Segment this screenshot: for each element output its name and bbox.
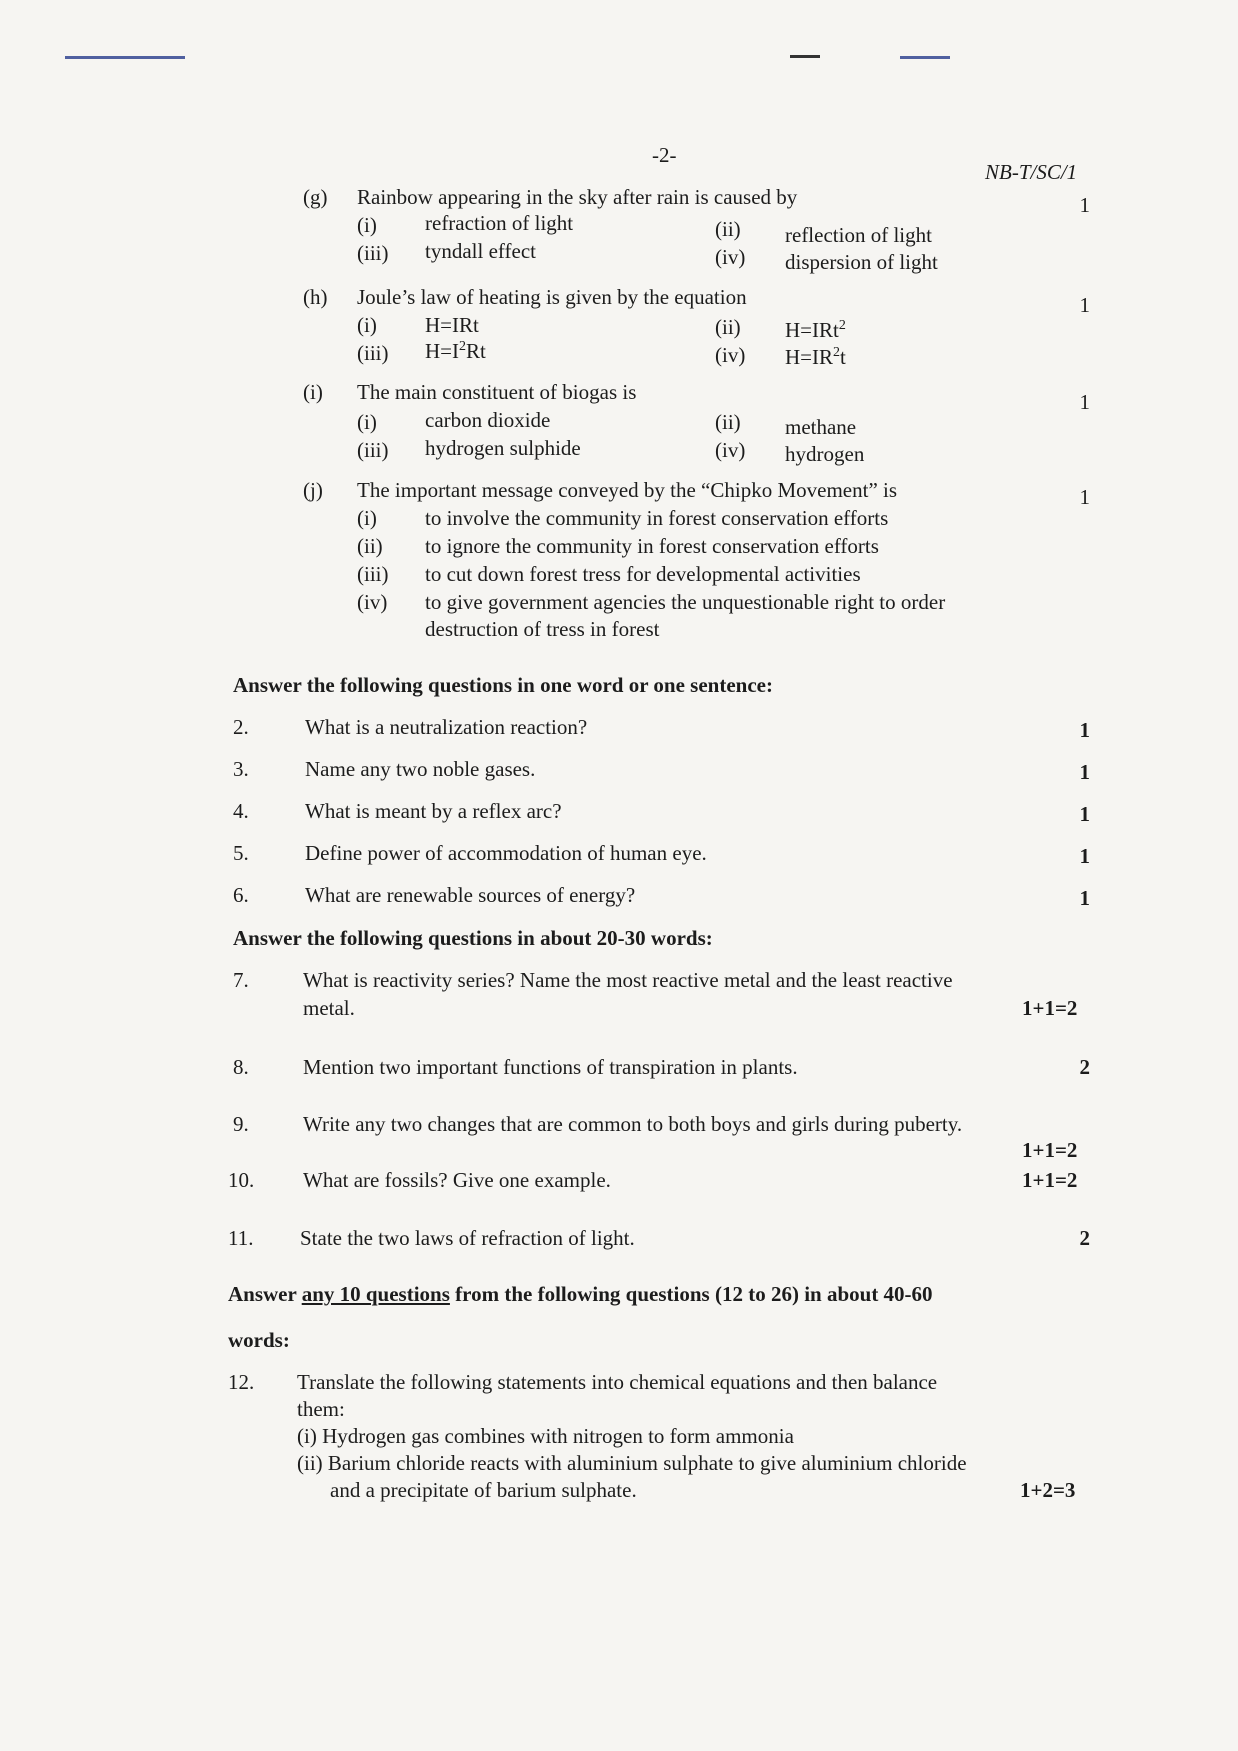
option-text: dispersion of light bbox=[785, 250, 938, 274]
option-number: (ii) bbox=[715, 315, 741, 339]
question-text: What is a neutralization reaction? bbox=[305, 715, 588, 739]
question-text: What are fossils? Give one example. bbox=[303, 1168, 611, 1192]
question-label: (h) bbox=[303, 285, 328, 309]
marks: 1 bbox=[1079, 760, 1090, 784]
section-heading: Answer the following questions in about 20-30 words: bbox=[233, 926, 713, 950]
option-number: (ii) bbox=[715, 410, 741, 434]
question-text: Joule’s law of heating is given by the equation bbox=[357, 285, 747, 309]
question-number: 9. bbox=[233, 1112, 249, 1136]
option-text: reflection of light bbox=[785, 223, 932, 247]
question-number: 2. bbox=[233, 715, 249, 739]
marks: 1+2=3 bbox=[1020, 1478, 1076, 1502]
question-label: (j) bbox=[303, 478, 323, 502]
question-label: (i) bbox=[303, 380, 323, 404]
option-number: (iv) bbox=[715, 245, 746, 269]
marks: 1+1=2 bbox=[1022, 1138, 1078, 1162]
question-number: 3. bbox=[233, 757, 249, 781]
option-number: (i) bbox=[357, 313, 377, 337]
option-number: (iii) bbox=[357, 438, 389, 462]
option-text: carbon dioxide bbox=[425, 408, 551, 432]
option-text: hydrogen bbox=[785, 442, 865, 466]
question-text: What is reactivity series? Name the most reactive metal and the least reactive bbox=[303, 968, 953, 992]
option-text: $H=I^2Rt$ bbox=[425, 339, 486, 363]
option-number: (iv) bbox=[357, 590, 388, 614]
option-number: (i) bbox=[357, 213, 377, 237]
option-number: (ii) bbox=[357, 534, 383, 558]
question-text: Translate the following statements into chemical equations and then balance bbox=[297, 1370, 938, 1394]
marks: 1+1=2 bbox=[1022, 996, 1078, 1020]
question-text: Write any two changes that are common to both boys and girls during puberty. bbox=[303, 1112, 963, 1136]
option-number: (iii) bbox=[357, 341, 389, 365]
option-text: hydrogen sulphide bbox=[425, 436, 581, 460]
marks: 1 bbox=[1079, 293, 1090, 317]
question-label: (g) bbox=[303, 185, 328, 209]
question-number: 10. bbox=[228, 1168, 255, 1192]
section-heading: Answer any 10 questions from the following questions (12 to 26) in about 40-60 bbox=[228, 1282, 933, 1306]
question-number: 11. bbox=[228, 1226, 254, 1250]
question-number: 8. bbox=[233, 1055, 249, 1079]
question-number: 7. bbox=[233, 968, 249, 992]
option-text: to involve the community in forest conservation efforts bbox=[425, 506, 889, 530]
option-number: (iv) bbox=[715, 438, 746, 462]
option-number: (iii) bbox=[357, 241, 389, 265]
sub-question: (ii) Barium chloride reacts with aluminium sulphate to give aluminium chloride bbox=[297, 1451, 967, 1475]
question-text: Mention two important functions of transpiration in plants. bbox=[303, 1055, 798, 1079]
question-text-continued: metal. bbox=[303, 996, 355, 1020]
paper-code: NB-T/SC/1 bbox=[985, 160, 1078, 184]
marks: 1 bbox=[1079, 485, 1090, 509]
option-number: (iv) bbox=[715, 343, 746, 367]
option-number: (i) bbox=[357, 506, 377, 530]
question-text: Rainbow appearing in the sky after rain is caused by bbox=[357, 185, 798, 209]
option-text: H=IRt$^2$ bbox=[785, 318, 846, 342]
question-number: 6. bbox=[233, 883, 249, 907]
scan-mark bbox=[65, 56, 185, 59]
section-heading-continued: words: bbox=[228, 1328, 290, 1352]
marks: 1 bbox=[1079, 802, 1090, 826]
option-text: $H=IR^2t$ bbox=[785, 345, 846, 369]
option-text: to cut down forest tress for developmental activities bbox=[425, 562, 861, 586]
option-text: to give government agencies the unquestionable right to order bbox=[425, 590, 946, 614]
option-text: refraction of light bbox=[425, 211, 574, 235]
question-text: The main constituent of biogas is bbox=[357, 380, 637, 404]
option-number: (i) bbox=[357, 410, 377, 434]
option-text: methane bbox=[785, 415, 857, 439]
option-number: (ii) bbox=[715, 217, 741, 241]
question-text: The important message conveyed by the “Chipko Movement” is bbox=[357, 478, 898, 502]
marks: 1 bbox=[1079, 718, 1090, 742]
question-text: Name any two noble gases. bbox=[305, 757, 536, 781]
option-text: to ignore the community in forest conservation efforts bbox=[425, 534, 879, 558]
marks: 2 bbox=[1079, 1226, 1090, 1250]
marks: 1 bbox=[1079, 390, 1090, 414]
option-text-continued: destruction of tress in forest bbox=[425, 617, 660, 641]
question-text: What are renewable sources of energy? bbox=[305, 883, 636, 907]
scan-mark bbox=[900, 56, 950, 59]
question-text: Define power of accommodation of human eye. bbox=[305, 841, 707, 865]
scan-mark bbox=[790, 55, 820, 58]
page-number: -2- bbox=[652, 143, 677, 167]
marks: 1 bbox=[1079, 193, 1090, 217]
question-text: State the two laws of refraction of light. bbox=[300, 1226, 635, 1250]
sub-question: (i) Hydrogen gas combines with nitrogen to form ammonia bbox=[297, 1424, 794, 1448]
marks: 1 bbox=[1079, 844, 1090, 868]
marks: 1+1=2 bbox=[1022, 1168, 1078, 1192]
sub-question-continued: and a precipitate of barium sulphate. bbox=[330, 1478, 637, 1502]
question-text: What is meant by a reflex arc? bbox=[305, 799, 562, 823]
section-heading: Answer the following questions in one word or one sentence: bbox=[233, 673, 773, 697]
option-text: H=IRt bbox=[425, 313, 479, 337]
marks: 2 bbox=[1079, 1055, 1090, 1079]
option-number: (iii) bbox=[357, 562, 389, 586]
question-text-continued: them: bbox=[297, 1397, 345, 1421]
option-text: tyndall effect bbox=[425, 239, 536, 263]
marks: 1 bbox=[1079, 886, 1090, 910]
question-number: 5. bbox=[233, 841, 249, 865]
question-number: 4. bbox=[233, 799, 249, 823]
question-number: 12. bbox=[228, 1370, 255, 1394]
